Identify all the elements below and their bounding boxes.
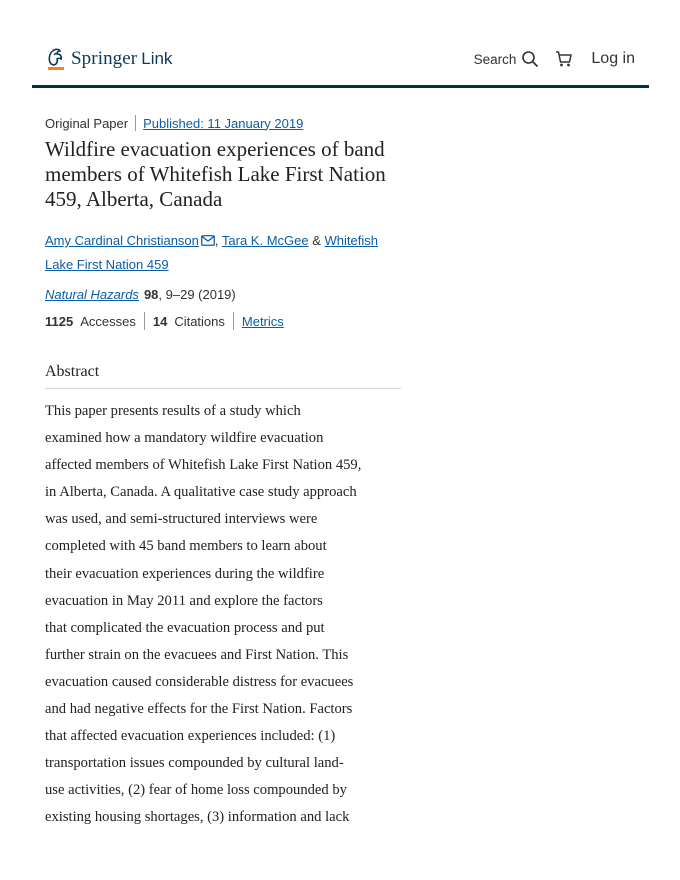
logo-text: Springer xyxy=(71,48,138,69)
abstract-line: that affected evacuation experiences included: (1) xyxy=(45,728,336,745)
logo-suffix: Link xyxy=(141,49,173,68)
springer-horse-icon xyxy=(45,46,67,72)
article-type: Original Paper xyxy=(45,115,129,131)
divider xyxy=(233,312,234,330)
login-link[interactable]: Log in xyxy=(591,50,635,67)
abstract-line: their evacuation experiences during the wildfire xyxy=(45,565,325,582)
article-metrics xyxy=(45,312,284,330)
author-link[interactable]: Whitefish Lake First Nation 459 xyxy=(45,233,378,272)
article-meta xyxy=(45,115,303,131)
journal-citation xyxy=(45,287,236,302)
email-icon[interactable] xyxy=(201,230,215,253)
abstract-line: affected members of Whitefish Lake First Nation 459, xyxy=(45,457,362,474)
abstract-line: in Alberta, Canada. A qualitative case study approach xyxy=(45,484,357,501)
citations-label: Citations xyxy=(174,313,225,329)
metrics-link[interactable]: Metrics xyxy=(241,313,284,329)
abstract-line: use activities, (2) fear of home loss compounded by xyxy=(45,782,347,799)
author-list xyxy=(45,229,405,276)
search-label: Search xyxy=(473,51,517,67)
published-date-link[interactable]: Published: 11 January 2019 xyxy=(143,115,304,131)
author-separator: & xyxy=(308,233,325,248)
divider xyxy=(135,115,136,131)
divider xyxy=(144,312,145,330)
author-separator: , xyxy=(214,233,222,248)
abstract-line: transportation issues compounded by cultural land- xyxy=(45,755,344,772)
citations-count: 14 xyxy=(152,313,168,329)
accesses-label: Accesses xyxy=(80,313,136,329)
cart-icon xyxy=(555,50,573,68)
abstract-line: was used, and semi-structured interviews were xyxy=(45,511,318,528)
abstract-line: examined how a mandatory wildfire evacuation xyxy=(45,430,324,447)
abstract-line: existing housing shortages, (3) information and lack xyxy=(45,809,350,826)
accesses-count: 1125 xyxy=(45,313,74,329)
journal-pages: , 9–29 (2019) xyxy=(158,287,236,302)
abstract-heading: Abstract xyxy=(45,363,401,389)
abstract-line: evacuation in May 2011 and explore the factors xyxy=(45,592,323,609)
abstract-line: that complicated the evacuation process and put xyxy=(45,619,325,636)
abstract-line: and had negative effects for the First Nation. Factors xyxy=(45,701,353,718)
site-header xyxy=(32,38,649,88)
journal-link[interactable]: Natural Hazards xyxy=(45,287,139,302)
abstract-line: evacuation caused considerable distress for evacuees xyxy=(45,673,354,690)
cart-button[interactable] xyxy=(555,50,573,68)
abstract-line: completed with 45 band members to learn about xyxy=(45,538,327,555)
springerlink-logo[interactable] xyxy=(45,46,172,72)
search-icon xyxy=(521,50,539,68)
abstract-line: further strain on the evacuees and First Nation. This xyxy=(45,646,349,663)
author-link[interactable]: Amy Cardinal Christianson xyxy=(45,233,199,248)
journal-volume: 98 xyxy=(143,287,159,302)
author-link[interactable]: Tara K. McGee xyxy=(221,233,309,248)
abstract-text xyxy=(45,398,407,832)
article-title: Wildfire evacuation experiences of band members of Whitefish Lake First Nation 459, Alberta, Canada xyxy=(45,137,386,211)
header-nav xyxy=(474,50,635,68)
search-button[interactable] xyxy=(474,50,540,68)
abstract-line: This paper presents results of a study which xyxy=(45,403,301,419)
